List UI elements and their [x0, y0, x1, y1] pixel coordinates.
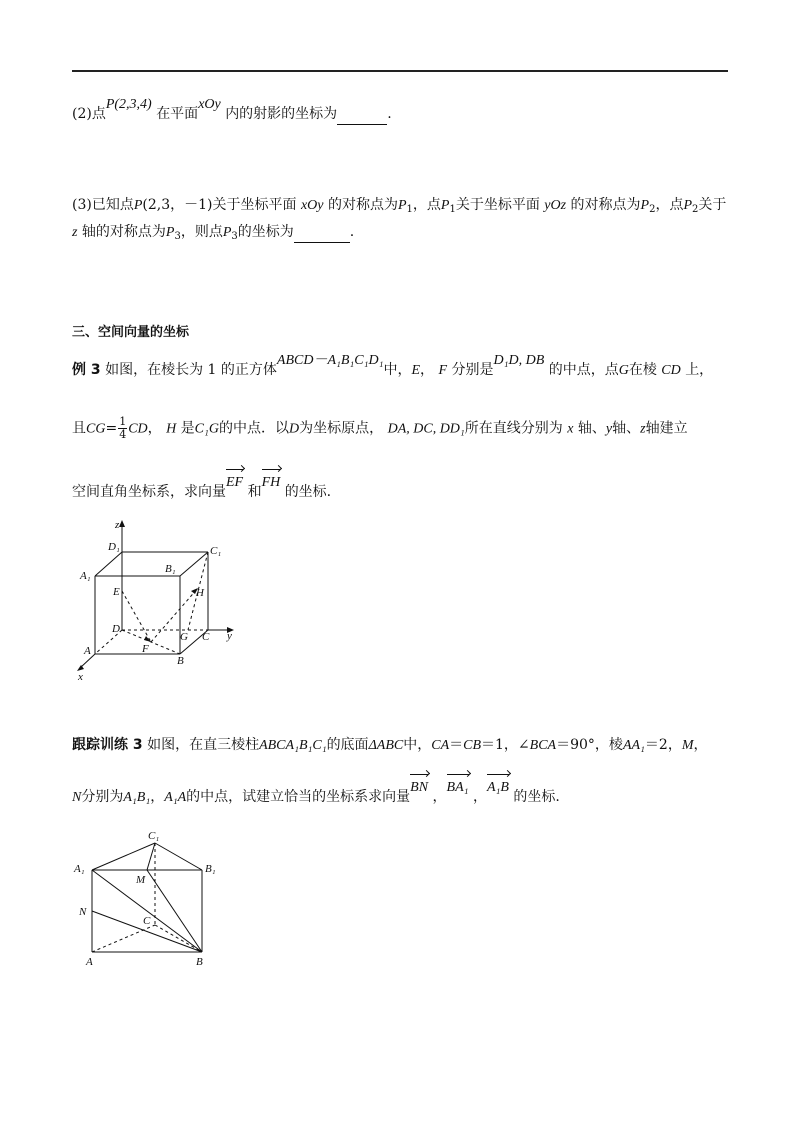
q3-text: 关于坐标平面: [455, 197, 540, 213]
q3-plane-yoz: yOz: [544, 198, 567, 213]
fig1-label: F: [142, 643, 149, 655]
q2-prefix: (2)点: [72, 106, 106, 122]
q3-subscript: 1: [406, 204, 413, 215]
ex3-text: 轴建立: [645, 420, 688, 437]
example-label: 例 3: [72, 362, 101, 378]
q3-point: P: [683, 198, 693, 213]
example-3-line-2: [72, 416, 688, 441]
tr3-a1b1: A₁B₁: [123, 790, 151, 805]
q3-point: P: [397, 198, 407, 213]
ex3-segments: D₁D, DB: [493, 353, 545, 368]
tr3-text: 的底面: [326, 737, 369, 753]
fig1-label: z: [115, 519, 120, 531]
ex3-text: 为坐标原点，: [299, 420, 384, 437]
training-3-line-2: [72, 780, 560, 808]
ex3-text: ，: [420, 362, 435, 378]
ex3-text: 是: [180, 420, 195, 437]
ex3-text: 的中点，点: [548, 362, 619, 378]
tr3-a1a: A₁A: [164, 790, 187, 805]
q3-text: 关于坐标平面: [212, 197, 297, 213]
tr3-text: 的中点，试建立恰当的坐标系求向量: [186, 789, 411, 805]
question-3-line-2: [72, 222, 354, 247]
ex3-text: ，: [147, 420, 162, 437]
prism-figure: [72, 825, 222, 970]
ex3-text: 空间直角坐标系，求向量: [72, 484, 226, 500]
vector-a1b: A₁B: [487, 778, 509, 798]
tr3-text: 如图，在直三棱柱: [147, 737, 260, 753]
fig1-label: A: [84, 645, 91, 657]
ex3-point-h: H: [166, 421, 177, 437]
fig1-label: A₁: [80, 570, 91, 582]
training-label: 跟踪训练 3: [72, 737, 143, 753]
vector-fh: FH: [262, 473, 281, 493]
ex3-text: 上，: [685, 362, 714, 378]
cube-figure: [72, 518, 242, 683]
vector-ba1: BA₁: [447, 778, 469, 798]
q3-point: P: [222, 225, 232, 240]
q3-subscript: 1: [449, 204, 456, 215]
fig2-label: A: [86, 956, 93, 968]
ex3-text: 的坐标.: [284, 484, 332, 500]
fig1-label: E: [113, 586, 120, 598]
example-3-line-1: [72, 353, 714, 381]
q3-text: 关于: [698, 197, 727, 213]
fig2-label: C₁: [148, 830, 160, 842]
fig2-label: A₁: [74, 863, 85, 875]
fig1-label: G: [180, 631, 188, 643]
training-3-line-1: [72, 735, 708, 756]
fig1-label: D₁: [108, 541, 120, 553]
ex3-text: 所在直线分别为: [464, 420, 563, 437]
tr3-text: ＝: [449, 737, 464, 753]
ex3-cd: CD: [128, 421, 148, 437]
ex3-text: 中，: [383, 362, 412, 378]
fig2-label: N: [79, 906, 87, 918]
q3-subscript: 3: [231, 231, 238, 242]
tr3-text: 的坐标.: [513, 789, 560, 805]
fig2-label: B₁: [205, 863, 216, 875]
ex3-text: 如图，在棱长为 1 的正方体: [105, 362, 277, 378]
tr3-cb: CB: [463, 738, 482, 753]
q2-mid: 在平面: [156, 106, 199, 122]
ex3-text: 且: [72, 420, 86, 437]
tr3-aa1: AA₁: [622, 738, 645, 753]
q3-end: .: [349, 224, 355, 240]
q2-suffix: 内的射影的坐标为: [225, 106, 338, 122]
q3-text: 的坐标为: [237, 224, 294, 240]
q3-point: P: [440, 198, 450, 213]
tr3-text: ，: [472, 789, 487, 805]
q2-plane: xOy: [198, 97, 221, 112]
fig1-label: B₁: [165, 563, 176, 575]
tr3-text: ，: [693, 737, 708, 753]
ex3-eq: =: [105, 420, 118, 437]
ex3-axis-y: y: [605, 421, 613, 437]
example-3-line-3: [72, 475, 332, 503]
section-heading: 三、空间向量的坐标: [72, 325, 190, 340]
q3-subscript: 3: [174, 231, 181, 242]
tr3-angle: BCA: [529, 738, 557, 753]
ex3-text: 分别是: [451, 362, 494, 378]
ex3-edge-cd: CD: [661, 363, 681, 378]
q3-text: ，则点: [180, 224, 223, 240]
ex3-lines: DA, DC, DD₁: [387, 421, 465, 437]
fig1-label: D: [112, 623, 120, 635]
vector-ef: EF: [226, 473, 243, 493]
q3-subscript: 2: [692, 204, 699, 215]
tr3-prism: ABCA₁B₁C₁: [259, 738, 327, 753]
answer-blank: [337, 104, 387, 125]
answer-blank: [294, 222, 350, 243]
ex3-point-d: D: [289, 421, 300, 437]
tr3-point-m: M: [681, 738, 694, 753]
ex3-point-e: E: [411, 363, 421, 378]
ex3-cg: CG: [86, 421, 106, 437]
ex3-axis-x: x: [567, 421, 574, 437]
tr3-text: ＝1，∠: [481, 737, 530, 753]
tr3-ca: CA: [431, 738, 450, 753]
q3-text: 的对称点为: [327, 197, 398, 213]
q3-plane-xoy: xOy: [300, 198, 324, 213]
tr3-text: 中，: [403, 737, 432, 753]
q2-end: .: [387, 106, 392, 122]
tr3-text: ＝2，: [644, 737, 682, 753]
ex3-text: 和: [247, 484, 262, 500]
question-2: [72, 97, 392, 125]
fig2-label: M: [136, 874, 146, 886]
tr3-text: ，: [150, 789, 165, 805]
ex3-text: 轴、: [577, 420, 606, 437]
ex3-text: 在棱: [628, 362, 657, 378]
q3-point-p: P: [133, 198, 143, 213]
ex3-point-g: G: [618, 363, 629, 378]
fig1-label: C: [202, 631, 210, 643]
q3-point: P: [165, 225, 175, 240]
tr3-triangle: ΔABC: [368, 738, 404, 753]
top-rule: [72, 70, 728, 72]
q3-text: 轴的对称点为: [81, 224, 166, 240]
ex3-point-f: F: [438, 363, 448, 378]
fraction-one-quarter: [118, 416, 127, 441]
q3-axis-z: z: [72, 225, 78, 240]
fig1-label: B: [177, 655, 184, 667]
q3-text: (3)已知点: [72, 197, 134, 213]
fig2-label: B: [196, 956, 203, 968]
q3-subscript: 2: [649, 204, 656, 215]
fig2-label: C: [143, 915, 151, 927]
fig1-label: y: [227, 630, 232, 642]
vector-bn: BN: [410, 778, 428, 798]
q2-point: P(2,3,4): [105, 97, 152, 112]
tr3-text: ＝90°，棱: [556, 737, 623, 753]
tr3-text: ，: [432, 789, 447, 805]
q3-point: P: [640, 198, 650, 213]
fig1-label: C₁: [210, 545, 222, 557]
question-3-line-1: [72, 195, 726, 220]
q3-text: ，点: [655, 197, 684, 213]
tr3-point-n: N: [72, 790, 82, 805]
frac-denominator: 4: [119, 428, 127, 441]
fig1-label: x: [78, 671, 83, 683]
fig1-label: H: [196, 587, 204, 599]
q3-text: ，点: [412, 197, 441, 213]
ex3-c1g: C₁G: [194, 421, 219, 437]
ex3-cube: ABCD－A₁B₁C₁D₁: [276, 353, 384, 368]
q3-text: 的对称点为: [570, 197, 641, 213]
ex3-text: 轴、: [612, 420, 641, 437]
frac-numerator: 1: [119, 415, 127, 428]
ex3-axis-z: z: [640, 421, 646, 437]
ex3-text: 的中点．以: [219, 420, 289, 437]
q3-coords: (2,3，－1): [142, 197, 213, 213]
tr3-text: 分别为: [81, 789, 124, 805]
